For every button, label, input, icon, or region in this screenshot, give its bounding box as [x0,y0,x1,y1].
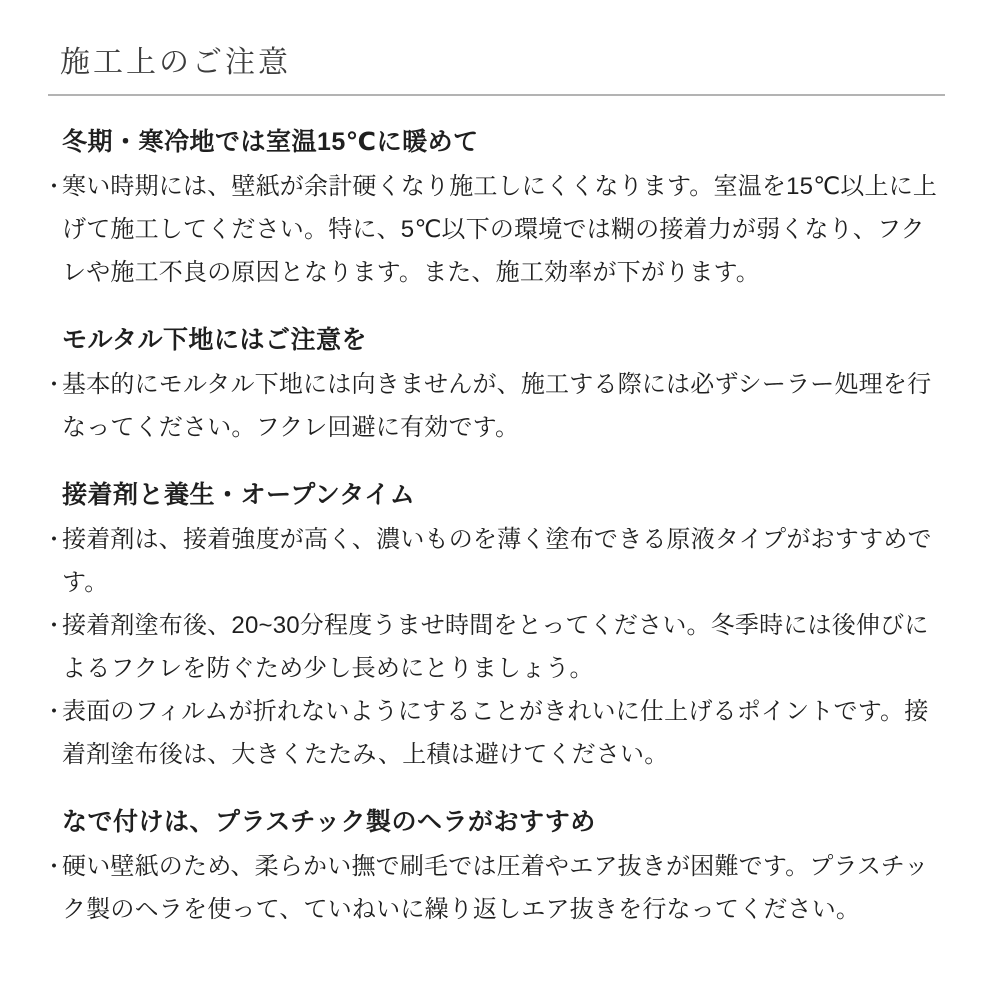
bullet-list [43,363,945,449]
bullet-marker: ・ [43,854,66,879]
section [43,478,945,776]
bullet-list [43,165,945,294]
section [43,805,945,931]
bullet-list [43,518,945,776]
bullet-text: 表面のフィルムが折れないようにすることがきれいに仕上げるポイントです。接着剤塗布後は、大きくたたみ、上積は避けてください。 [62,698,929,768]
list-item [43,363,945,449]
page-title: 施工上のご注意 [60,46,291,79]
list-item [43,690,945,776]
sections-container [43,125,945,931]
bullet-list [43,845,945,931]
section-heading: なで付けは、プラスチック製のヘラがおすすめ [62,808,596,836]
list-item [43,845,945,931]
bullet-text: 硬い壁紙のため、柔らかい撫で刷毛では圧着やエア抜きが困難です。プラスチック製のヘラを使って、ていねいに繰り返しエア抜きを行なってください。 [62,853,929,923]
section [43,125,945,294]
bullet-marker: ・ [43,174,66,199]
list-item [43,604,945,690]
bullet-marker: ・ [43,527,66,552]
section-heading: 冬期・寒冷地では室温15℃に暖めて [62,128,479,156]
bullet-text: 基本的にモルタル下地には向きませんが、施工する際には必ずシーラー処理を行なってください。フクレ回避に有効です。 [62,371,932,441]
bullet-marker: ・ [43,613,66,638]
section-heading: モルタル下地にはご注意を [62,326,368,354]
section-heading: 接着剤と養生・オープンタイム [62,481,416,509]
bullet-text: 接着剤は、接着強度が高く、濃いものを薄く塗布できる原液タイプがおすすめです。 [62,526,932,596]
bullet-text: 寒い時期には、壁紙が余計硬くなり施工しにくくなります。室温を15℃以上に上げて施工してください。特に、5℃以下の環境では糊の接着力が弱くなり、フクレや施工不良の原因となります。また、施工効率が下がります。 [62,173,938,286]
bullet-marker: ・ [43,372,66,397]
list-item [43,165,945,294]
bullet-text: 接着剤塗布後、20~30分程度うませ時間をとってください。冬季時には後伸びによるフクレを防ぐため少し長めにとりましょう。 [62,612,929,682]
title-divider [48,94,945,96]
list-item [43,518,945,604]
section [43,323,945,449]
bullet-marker: ・ [43,699,66,724]
